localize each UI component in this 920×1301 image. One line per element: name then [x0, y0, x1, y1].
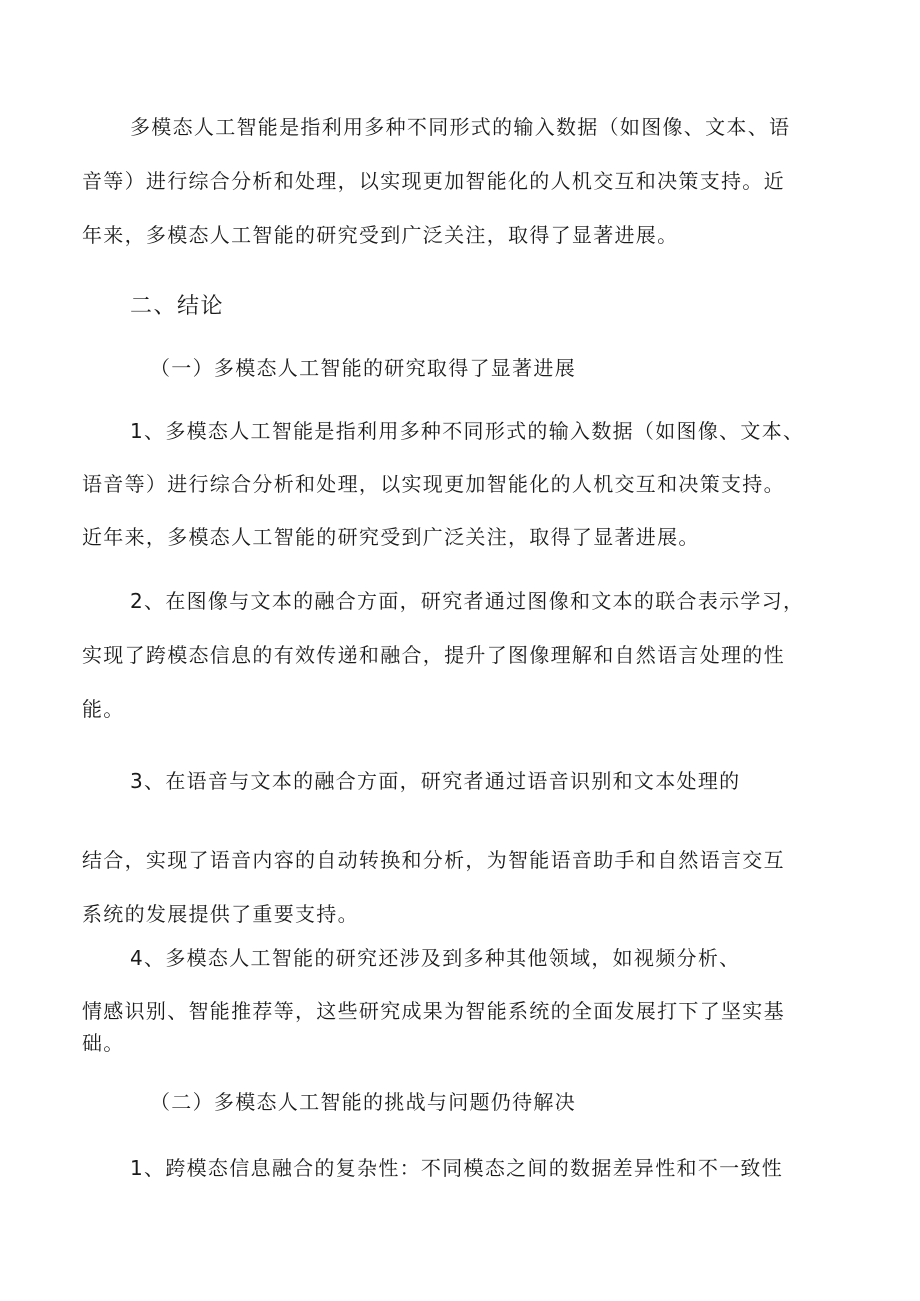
intro-line-2: 音等）进行综合分析和处理，以实现更加智能化的人机交互和决策支持。近 [82, 169, 785, 193]
item-3-line-3: 系统的发展提供了重要支持。 [82, 902, 359, 926]
item-4-line-2: 情感识别、智能推荐等，这些研究成果为智能系统的全面发展打下了坚实基 [82, 999, 785, 1023]
item-1-line-3: 近年来，多模态人工智能的研究受到广泛关注，取得了显著进展。 [82, 525, 700, 549]
item-2-line-1: 2、在图像与文本的融合方面，研究者通过图像和文本的联合表示学习， [130, 589, 805, 613]
item-2-line-3: 能。 [82, 697, 125, 721]
subsection-1-title: （一）多模态人工智能的研究取得了显著进展 [150, 356, 576, 380]
item-1-line-2: 语音等）进行综合分析和处理，以实现更加智能化的人机交互和决策支持。 [82, 472, 785, 496]
item-2-line-2: 实现了跨模态信息的有效传递和融合，提升了图像理解和自然语言处理的性 [82, 643, 785, 667]
intro-line-1: 多模态人工智能是指利用多种不同形式的输入数据（如图像、文本、语 [130, 115, 791, 139]
intro-line-3: 年来，多模态人工智能的研究受到广泛关注，取得了显著进展。 [82, 223, 679, 247]
subsection-2-title: （二）多模态人工智能的挑战与问题仍待解决 [150, 1090, 576, 1114]
item-3-line-2: 结合，实现了语音内容的自动转换和分析，为智能语音助手和自然语言交互 [82, 848, 785, 872]
item-1-line-1: 1、多模态人工智能是指利用多种不同形式的输入数据（如图像、文本、 [130, 419, 805, 443]
item-5-line-1: 1、跨模态信息融合的复杂性：不同模态之间的数据差异性和不一致性 [130, 1156, 784, 1180]
section-heading: 二、结论 [130, 294, 225, 319]
item-4-line-3: 础。 [82, 1031, 125, 1055]
item-3-line-1: 3、在语音与文本的融合方面，研究者通过语音识别和文本处理的 [130, 769, 741, 793]
item-4-line-1: 4、多模态人工智能的研究还涉及到多种其他领域，如视频分析、 [130, 946, 741, 970]
